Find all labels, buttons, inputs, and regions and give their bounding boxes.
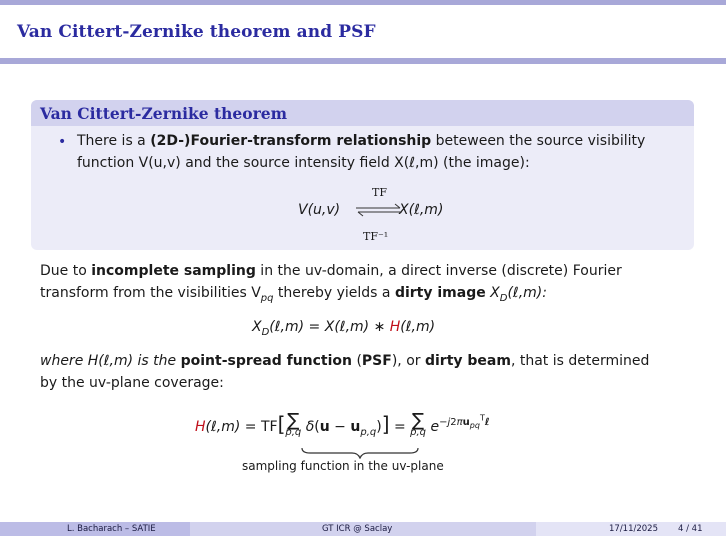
- tf-inverse-label: TF⁻¹: [363, 230, 389, 243]
- text: beteween the source visibility: [431, 133, 646, 149]
- title-rule: [0, 58, 726, 64]
- footer-date: 17/11/2025: [609, 524, 658, 534]
- eq-left: V(u,v): [298, 202, 341, 218]
- footer-author: L. Bacharach – SATIE: [67, 524, 156, 534]
- bullet-text-line1: [77, 133, 645, 149]
- subscript: pq: [260, 292, 274, 304]
- top-bar: [0, 0, 726, 5]
- text-bold: incomplete sampling: [91, 263, 256, 279]
- paragraph-line1: [40, 263, 622, 279]
- text-bold: PSF: [361, 353, 392, 369]
- text: There is a: [77, 133, 151, 149]
- slide-title: Van Cittert-Zernike theorem and PSF: [17, 22, 376, 42]
- text: Due to: [40, 263, 92, 279]
- text-bold: dirty beam: [424, 353, 511, 369]
- bullet-icon: •: [58, 134, 67, 150]
- text-bold: dirty image: [394, 285, 486, 301]
- brace-label: sampling function in the uv-plane: [242, 459, 444, 473]
- tf-label: TF: [372, 186, 387, 199]
- text: where H(ℓ,m) is the: [40, 353, 181, 369]
- theorem-block-title: Van Cittert-Zernike theorem: [40, 104, 288, 123]
- text: thereby yields a: [273, 285, 395, 301]
- paragraph-line4: by the uv-plane coverage:: [40, 375, 224, 391]
- bullet-text-line2: function V(u,v) and the source intensity field X(ℓ,m) (the image):: [77, 155, 530, 171]
- harpoon-arrows-icon: [354, 203, 404, 217]
- text: transform from the visibilities V: [40, 285, 261, 301]
- underbrace-icon: [300, 447, 420, 459]
- text: in the uv-domain, a direct inverse (discrete) Fourier: [255, 263, 622, 279]
- text-bold: (2D-)Fourier-transform relationship: [150, 133, 432, 149]
- subscript: D: [499, 292, 508, 304]
- text-bold: point-spread function: [180, 353, 352, 369]
- footer-event: GT ICR @ Saclay: [322, 524, 393, 534]
- paragraph-line3: [40, 353, 649, 369]
- footer-page: 4 / 41: [678, 524, 703, 534]
- equation-psf: H(ℓ,m) = TF[ ∑ p,q $\delta(u - u_{p,q})$] = ∑ p,q $e^{-j2\pi u_{pq}^T\ell}$: [195, 410, 490, 438]
- paragraph-line2: [40, 285, 547, 304]
- text: (: [352, 353, 362, 369]
- text: ), or: [391, 353, 425, 369]
- equation-dirty-image: $X_D(\ell,m)$ = X(ℓ,m) ∗ H(ℓ,m): [252, 319, 436, 338]
- text: X: [485, 285, 500, 301]
- text: (ℓ,m):: [507, 285, 547, 301]
- text: , that is determined: [510, 353, 650, 369]
- eq-right: X(ℓ,m): [399, 202, 444, 218]
